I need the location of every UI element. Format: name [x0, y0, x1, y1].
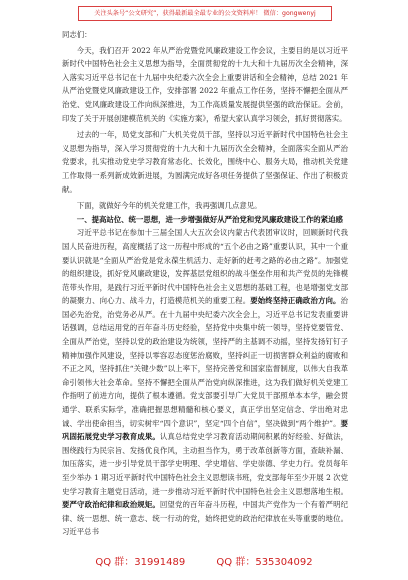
emphasis-text: 要巩固拓展党史学习教育成果。: [62, 418, 348, 442]
body-text: 治国必先治党，治党务必从严。在十九届中央纪委六次全会上，习近平总书记发表重要讲话强调，总结运用党的百年奋斗历史经验，坚持党中央集中统一领导，坚持党要管党、全面从严治党，坚持以党的政治建设为统领，坚持严的主基调不动摇，坚持发扬钉钉子精神加强作风建设，坚持以零容忍态度惩治腐败，坚持纠正一切损害群众利益的腐败和不正之风，坚持抓住“关键少数”以上率下，坚持完善党和国家监督制度，以伟大自我革命引领伟大社会革命。坚持不懈把全面从严治党向纵深推进，这为我们做好机关党建工作指明了前进方向，提供了根本遵循。党支部要引导广大党员干部照单本本学，融会贯通学、联系实际学，准确把握思想精髓和核心要义，真正学出坚定信念、学出绝对忠诚、学出使命担当，切实树牢“四个意识”，坚定“四个自信”，坚决做到“两个维护”。: [62, 296, 348, 428]
body-text: 认真总结党史学习教育活动期间积累的好经验、好做法，围绕践行为民宗旨、发扬优良作风，主动担当作为，勇于改革创新等方面，查缺补漏、加压落实，进一步引导党员干部学史明理、学史增信、学史崇德、学史力行。党员每年至少举办 1 期习近平新时代中国特色社会主义思想读书班，党支部每年至少开展 2 次党史学习教育主题党日活动，进一步推动习近平新时代中国特色社会主义思想落地生根。: [62, 432, 348, 496]
section-heading-1: 一、提高站位、统一思想，进一步增强做好从严治党和党风廉政建设工作的紧迫感: [76, 214, 343, 224]
document-body: [62, 28, 348, 539]
body-text: 回望党的百年奋斗历程，中国共产党作为一个有着严明纪律、统一思想、统一意志、统一行动的党，始终把党的政治纪律放在头等重要的地位。习近平总书: [62, 500, 348, 537]
footer-contacts: [0, 553, 408, 568]
footer-qq-group-2: QQ 群：535304092: [216, 557, 313, 568]
emphasis-text: 要始终坚持正确政治方向。: [250, 296, 341, 306]
paragraph-section-1: [62, 226, 348, 539]
body-text: 习近平总书记在参加十三届全国人大五次会议内蒙古代表团审议时，回顾新时代我国人民奋进历程，高度概括了这一历程中形成的“五个必由之路”重要认识，其中一个重要认识就是“全面从严治党是党永葆生机活力、走好新的赶考之路的必由之路”。加强党的组织建设，抓好党风廉政建设，发挥基层党组织的战斗堡垒作用和共产党员的先锋模范带头作用，是践行习近平新时代中国特色社会主义思想的基础工程，也是增强党支部的凝聚力、向心力、战斗力，打造模范机关的重要工程。: [62, 228, 348, 306]
greeting: 同志们：: [62, 30, 92, 39]
header-banner: 关注头条号“公文研究”，获得最新最全最专业的公文资料库！ 微信：gongwenyj: [78, 6, 332, 21]
paragraph-transition: 下面，就做好今年的机关党建工作，我再强调几点意见。: [76, 201, 262, 211]
footer-qq-group-1: QQ 群：31991489: [95, 557, 186, 568]
paragraph-review: 过去的一年，局党支部和广大机关党员干部，坚持以习近平新时代中国特色社会主义思想为指导，深入学习贯彻党的十九大和十九届历次全会精神，全面落实全面从严治党要求，扎实推动党史学习教育常态化、长效化，围绕中心、服务大局，推动机关党建工作取得一系列新成效新进展，为圆满完成好各项任务提供了坚强保证、作出了积极贡献。: [62, 130, 348, 194]
emphasis-text: 要严守政治纪律和政治规矩。: [62, 500, 160, 510]
paragraph-opening: 今天，我们召开 2022 年从严治党暨党风廉政建设工作会议，主要目的是以习近平新时代中国特色社会主义思想为指导，全面贯彻党的十九大和十九届历次全会精神，深入落实习近平总书记在十九届中央纪委六次全会上重要讲话和全会精神，总结 2021 年从严治党暨党风廉政建设工作，安排部署 2022 年重点工作任务，坚持不懈把全面从严治党、党风廉政建设工作向纵深推进，为工作高质量发展提供坚强的政治保证。会前，印发了关于开展创建模范机关的《实施方案》，希望大家认真学习领会，抓好贯彻落实。: [62, 45, 348, 123]
